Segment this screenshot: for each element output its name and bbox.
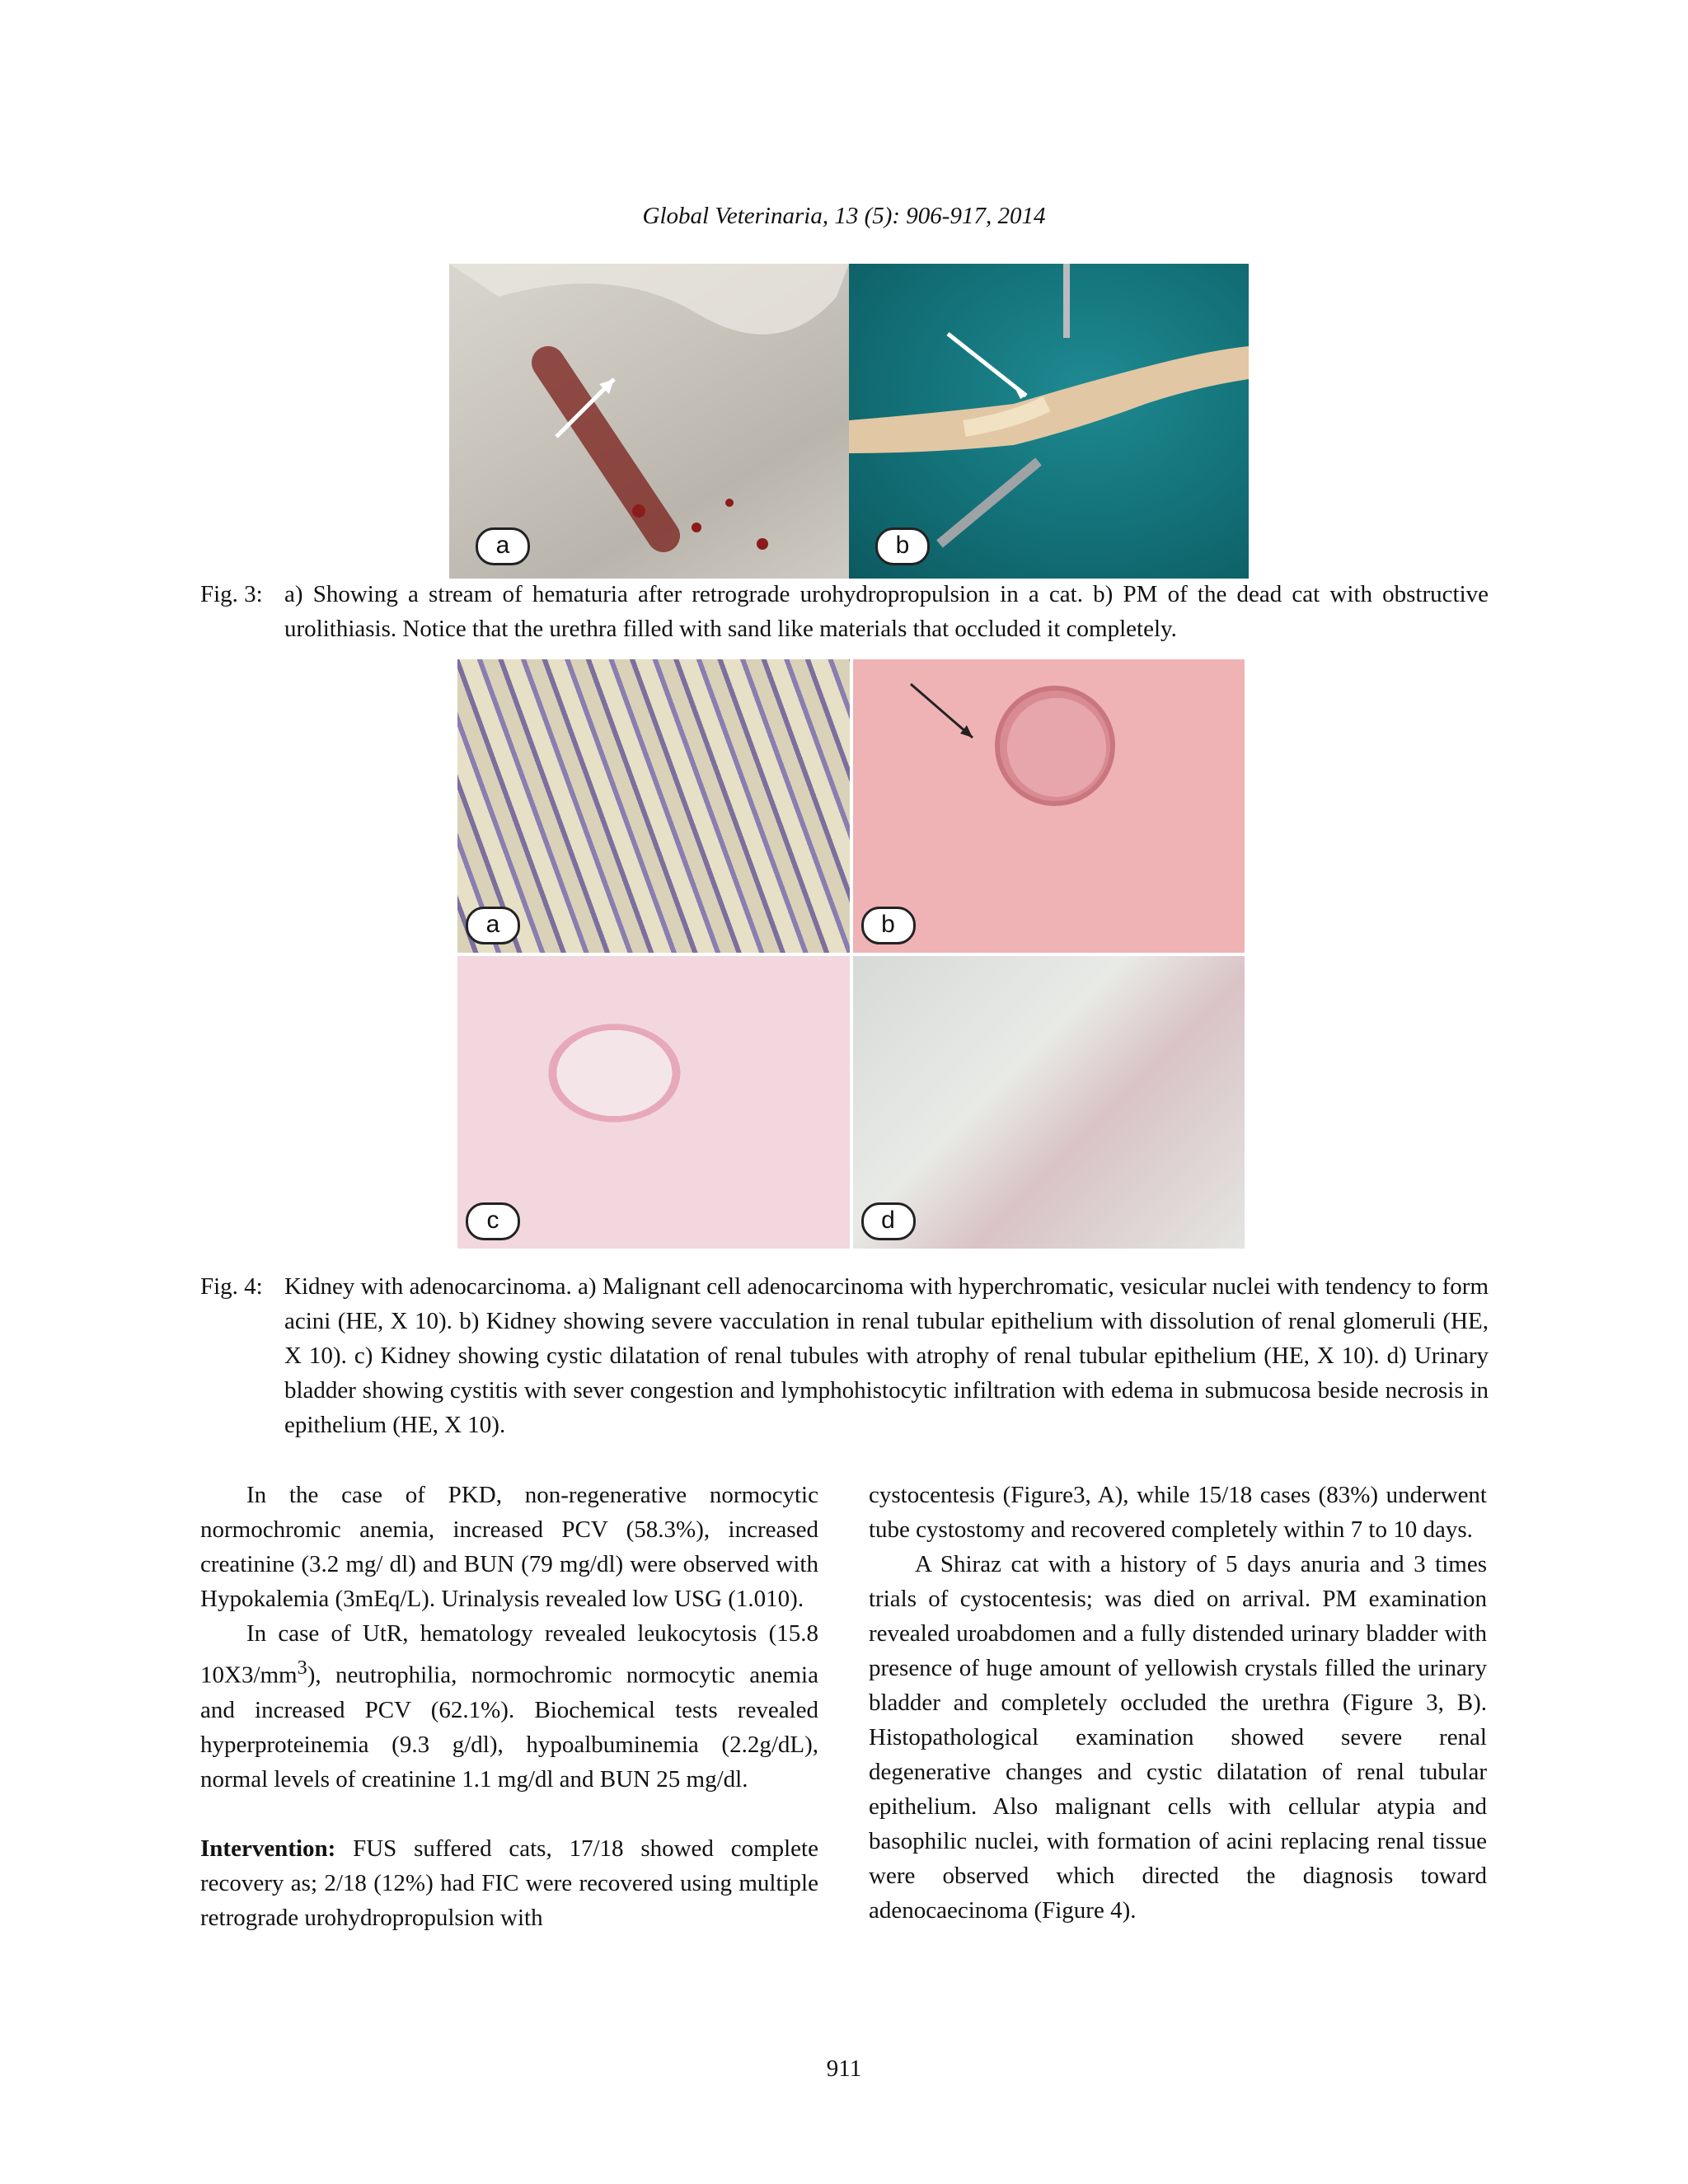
paragraph-shiraz-cat: A Shiraz cat with a history of 5 days anuria and 3 times trials of cystocentesis; was died on arrival. PM examination revealed uroabdomen and a fully distended urinary bladder with presence of huge amount of yellowish crystals filled the urinary bladder and completely occluded the urethra (Figure 3, B). Histopathological examination showed severe renal degenerative changes and cystic dilatation of renal tubular epithelium. Also malignant cells with cellular atypia and basophilic nuclei, with formation of acini replacing renal tissue were observed which directed the diagnosis toward adenocaecinoma (Figure 4). [869, 1551, 1487, 1924]
figure-4-label-d: d [861, 1202, 916, 1240]
figure-3 [449, 264, 1249, 579]
paragraph-pkd: In the case of PKD, non-regenerative normocytic normochromic anemia, increased PCV (58.3%), increased creatinine (3.2 mg/ dl) and BUN (79 mg/dl) were observed with Hypokalemia (3mEq/L). Urinalysis revealed low USG (1.010). [200, 1482, 818, 1612]
paragraph-utr-part1: In case of UtR, hematology revealed leukocytosis (15.8 10X3/mm [200, 1620, 818, 1689]
figure-4-caption-label: Fig. 4: [200, 1273, 263, 1300]
figure-3-panel-b-photo [849, 264, 1249, 579]
figure-4-panel-a-micrograph [457, 659, 850, 953]
right-column [869, 1478, 1487, 1928]
figure-4-label-c: c [466, 1202, 520, 1240]
paragraph-utr-part2: ), neutrophilia, normochromic normocytic anemia and increased PCV (62.1%). Biochemical tests revealed hyperproteinemia (9.3 g/dl), hypoalbuminemia (2.2g/dL), normal levels of creatinine 1.1 mg/dl and BUN 25 mg/dl. [200, 1661, 818, 1793]
figure-4-label-b: b [861, 907, 916, 944]
figure-4-panel-b-micrograph [853, 659, 1245, 953]
figure-4 [457, 659, 1245, 1249]
figure-4-panel-d-micrograph [853, 956, 1245, 1249]
paragraph-utr [200, 1616, 818, 1797]
left-column [200, 1478, 818, 1935]
figure-3-label-b: b [875, 527, 930, 565]
figure-4-caption [200, 1269, 1489, 1442]
page-number: 911 [826, 2055, 862, 2082]
intervention-text: FUS suffered cats, 17/18 showed complete recovery as; 2/18 (12%) had FIC were recovered using multiple retrograde urohydropropulsion with [200, 1835, 818, 1931]
paragraph-intervention [200, 1831, 818, 1935]
figure-3-caption-label: Fig. 3: [200, 581, 263, 607]
paragraph-cystocentesis: cystocentesis (Figure3, A), while 15/18 cases (83%) underwent tube cystostomy and recovered completely within 7 to 10 days. [869, 1482, 1487, 1543]
figure-3-caption-text: a) Showing a stream of hematuria after retrograde urohydropropulsion in a cat. b) PM of the dead cat with obstructive urolithiasis. Notice that the urethra filled with sand like materials that occluded it completely. [284, 581, 1489, 642]
figure-3-caption [200, 577, 1489, 646]
figure-3-label-a: a [476, 527, 530, 565]
intervention-heading: Intervention: [200, 1835, 336, 1862]
figure-3-panel-a-photo [449, 264, 849, 579]
figure-4-caption-text: Kidney with adenocarcinoma. a) Malignant cell adenocarcinoma with hyperchromatic, vesicular nuclei with tendency to form acini (HE, X 10). b) Kidney showing severe vacculation in renal tubular epithelium with dissolution of renal glomeruli (HE, X 10). c) Kidney showing cystic dilatation of renal tubules with atrophy of renal tubular epithelium (HE, X 10). d) Urinary bladder showing cystitis with sever congestion and lymphohistocytic infiltration with edema in submucosa beside necrosis in epithelium (HE, X 10). [284, 1273, 1489, 1438]
journal-header: Global Veterinaria, 13 (5): 906-917, 2014 [642, 203, 1046, 229]
figure-4-panel-c-micrograph [457, 956, 850, 1249]
glomerulus-arrow-illustration [853, 659, 1245, 952]
figure-4-label-a: a [466, 907, 520, 944]
paragraph-utr-superscript: 3 [297, 1657, 307, 1679]
